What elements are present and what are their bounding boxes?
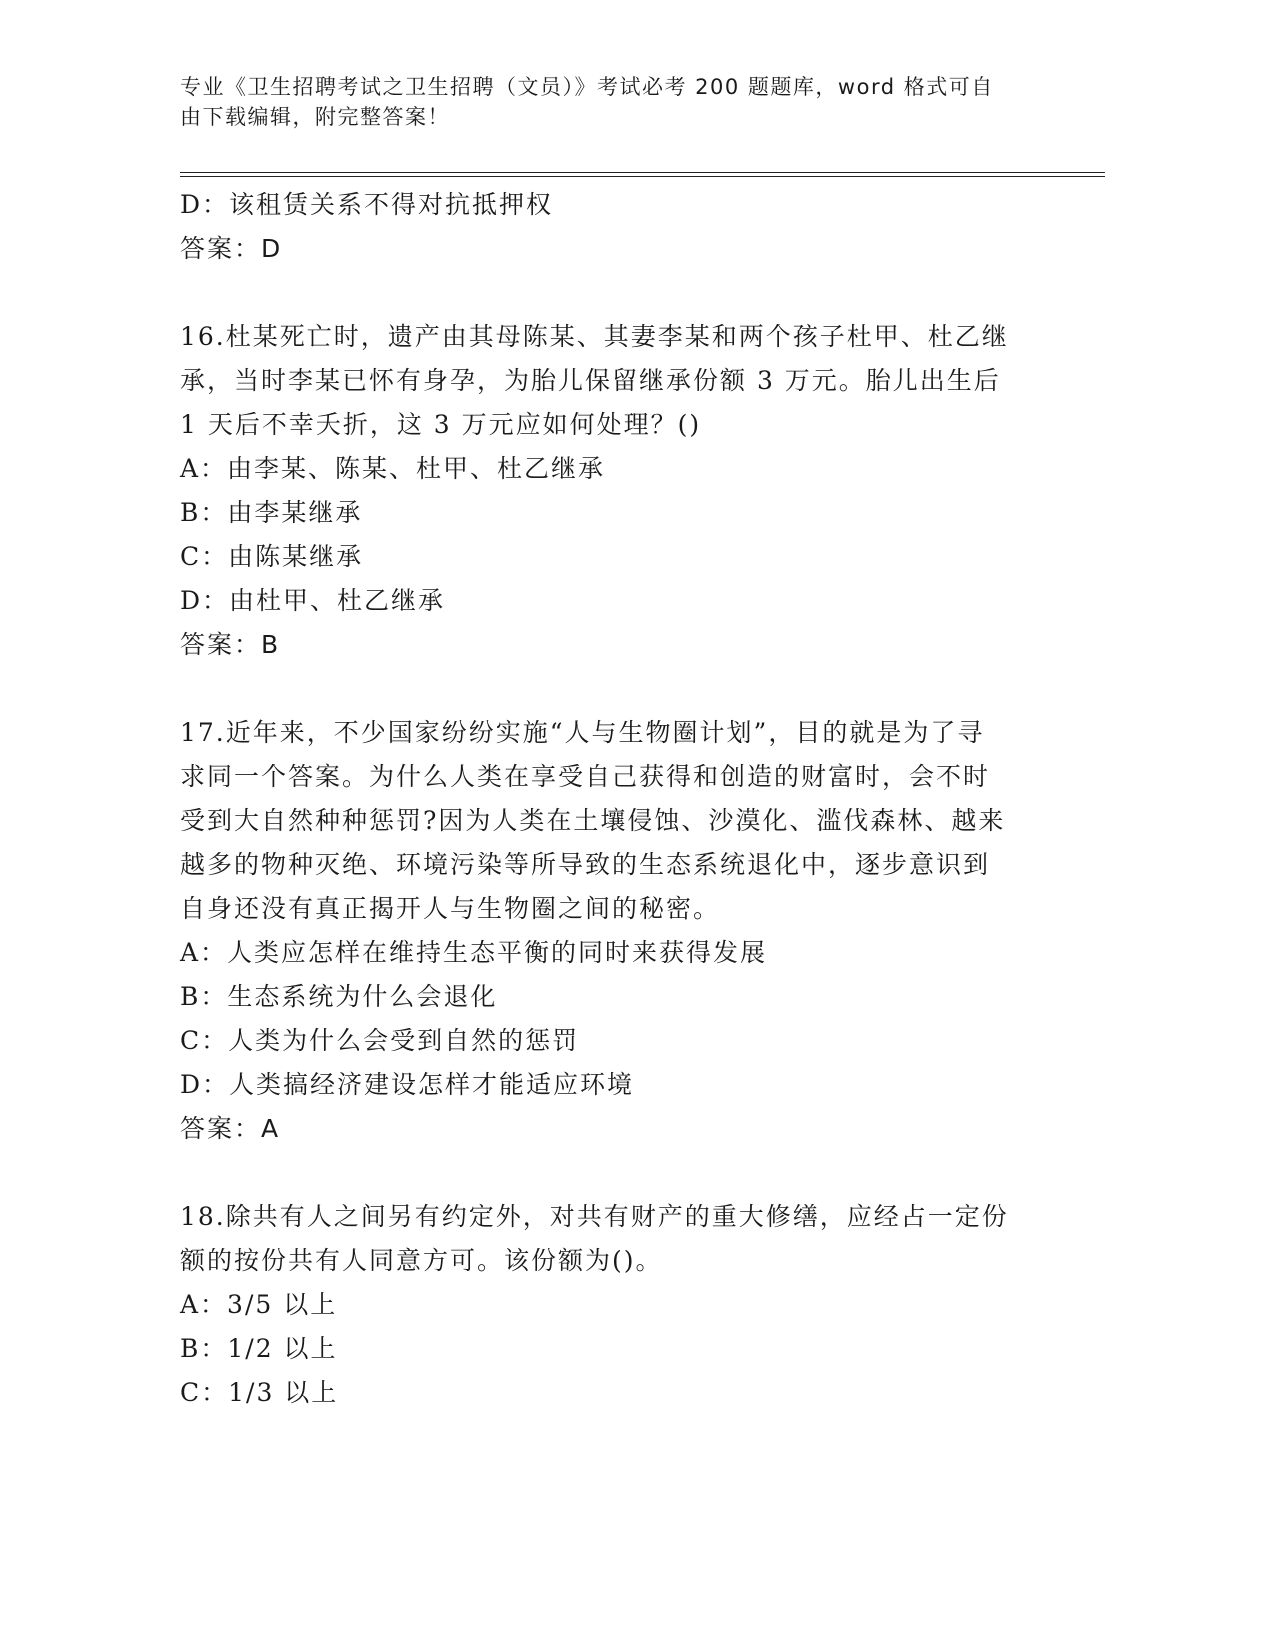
page-header: [180, 72, 1040, 132]
answer-line: 答案：B: [180, 630, 281, 659]
option-a: A：由李某、陈某、杜甲、杜乙继承: [180, 454, 606, 483]
question-16: [180, 315, 1050, 667]
option-d: D：该租赁关系不得对抗抵押权: [180, 190, 554, 219]
stem-line: 额的按份共有人同意方可。该份额为()。: [180, 1246, 663, 1275]
spacer: [180, 271, 1050, 315]
stem-line: 受到大自然种种惩罚?因为人类在土壤侵蚀、沙漠化、滥伐森林、越来: [180, 806, 1006, 835]
header-divider-top: [180, 172, 1105, 173]
question-stem: [180, 315, 1050, 447]
question-17: [180, 711, 1050, 1151]
option-a: A：人类应怎样在维持生态平衡的同时来获得发展: [180, 938, 768, 967]
option-b: B：生态系统为什么会退化: [180, 982, 498, 1011]
option-b: B：1/2 以上: [180, 1334, 338, 1363]
spacer: [180, 1151, 1050, 1195]
question-stem: [180, 711, 1050, 931]
stem-line: 1 天后不幸夭折，这 3 万元应如何处理？(): [180, 410, 702, 439]
spacer: [180, 667, 1050, 711]
stem-line: 承，当时李某已怀有身孕，为胎儿保留继承份额 3 万元。胎儿出生后: [180, 366, 1001, 395]
option-b: B：由李某继承: [180, 498, 363, 527]
answer-line: 答案：D: [180, 234, 283, 263]
stem-line: 16.杜某死亡时，遗产由其母陈某、其妻李某和两个孩子杜甲、杜乙继: [180, 322, 1009, 351]
previous-question-tail: [180, 183, 1050, 271]
stem-line: 越多的物种灭绝、环境污染等所导致的生态系统退化中，逐步意识到: [180, 850, 991, 879]
stem-line: 自身还没有真正揭开人与生物圈之间的秘密。: [180, 894, 721, 923]
document-body: [180, 183, 1050, 1415]
header-line-2: 由下载编辑，附完整答案！: [180, 105, 450, 129]
question-18: [180, 1195, 1050, 1415]
header-line-1: 专业《卫生招聘考试之卫生招聘（文员）》考试必考 200 题题库，word 格式可自: [180, 75, 994, 99]
stem-line: 17.近年来，不少国家纷纷实施“人与生物圈计划”，目的就是为了寻: [180, 718, 985, 747]
option-c: C：人类为什么会受到自然的惩罚: [180, 1026, 580, 1055]
option-d: D：由杜甲、杜乙继承: [180, 586, 446, 615]
question-stem: [180, 1195, 1050, 1283]
header-divider-bottom: [180, 176, 1105, 177]
answer-line: 答案：A: [180, 1114, 281, 1143]
option-d: D：人类搞经济建设怎样才能适应环境: [180, 1070, 635, 1099]
option-a: A：3/5 以上: [180, 1290, 338, 1319]
option-c: C：由陈某继承: [180, 542, 364, 571]
stem-line: 18.除共有人之间另有约定外，对共有财产的重大修缮，应经占一定份: [180, 1202, 1009, 1231]
option-c: C：1/3 以上: [180, 1378, 339, 1407]
stem-line: 求同一个答案。为什么人类在享受自己获得和创造的财富时，会不时: [180, 762, 991, 791]
